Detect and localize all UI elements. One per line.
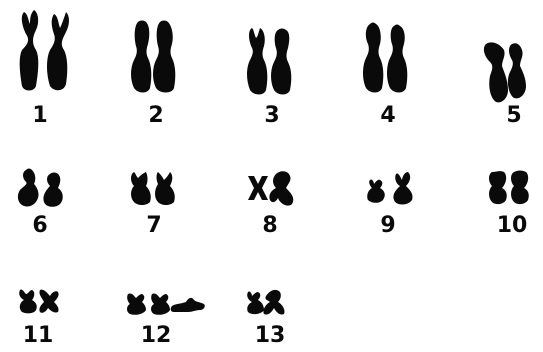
chromosome-pair-9 [367, 172, 412, 238]
chromosome-8b [269, 171, 293, 205]
chromosome-7a [131, 172, 151, 205]
chromosome-pair-4 [363, 23, 407, 129]
pair-label-1: 1 [32, 103, 48, 128]
chromosome-4a [363, 23, 383, 93]
pair-label-12: 12 [140, 323, 172, 348]
pair-label-10: 10 [496, 213, 528, 238]
chromosome-pair-7 [131, 172, 175, 238]
chromosome-2b [153, 21, 175, 93]
chromosome-6a [18, 169, 39, 207]
pair-label-8: 8 [262, 213, 278, 238]
pair-label-6: 6 [32, 213, 48, 238]
chromosome-5b [508, 43, 526, 98]
chromosome-pair-6 [18, 169, 63, 239]
chromosome-13a [247, 291, 264, 314]
pair-label-11: 11 [22, 323, 54, 348]
chromosome-10b [511, 171, 529, 205]
chromosome-2a [131, 21, 151, 93]
chromosome-12b [151, 293, 170, 314]
pair-label-7: 7 [146, 213, 162, 238]
pair-label-2: 2 [148, 103, 164, 128]
chromosome-12c [171, 298, 205, 312]
chromosome-3a [247, 28, 267, 95]
chromosome-9b [393, 172, 412, 205]
chromosome-9a [367, 179, 385, 202]
chromosome-11b [39, 290, 58, 313]
pair-label-3: 3 [264, 103, 280, 128]
chromosome-pair-12 [127, 293, 205, 348]
chromosome-6b [43, 173, 62, 207]
chromosome-pair-13 [247, 290, 285, 348]
pair-label-13: 13 [254, 323, 286, 348]
chromosome-3b [271, 29, 291, 95]
chromosome-8a [248, 176, 268, 200]
chromosome-10a [489, 171, 507, 204]
chromosome-pair-1 [20, 10, 69, 128]
chromosome-pair-10 [489, 171, 529, 239]
pair-label-5: 5 [506, 103, 522, 128]
chromosome-1b [47, 12, 69, 90]
chromosome-1a [20, 10, 39, 91]
chromosome-pair-3 [247, 28, 291, 128]
pair-label-4: 4 [380, 103, 396, 128]
pair-label-9: 9 [380, 213, 396, 238]
chromosome-5a [484, 42, 508, 102]
chromosome-7b [155, 172, 175, 205]
chromosome-pair-5 [484, 42, 526, 128]
chromosome-pair-8 [248, 171, 293, 238]
chromosome-pair-11 [19, 289, 58, 348]
chromosome-pair-2 [131, 21, 175, 129]
chromosome-4b [387, 25, 407, 93]
chromosome-11a [19, 289, 37, 313]
chromosome-12a [127, 293, 146, 314]
chromosome-13b [263, 290, 284, 315]
